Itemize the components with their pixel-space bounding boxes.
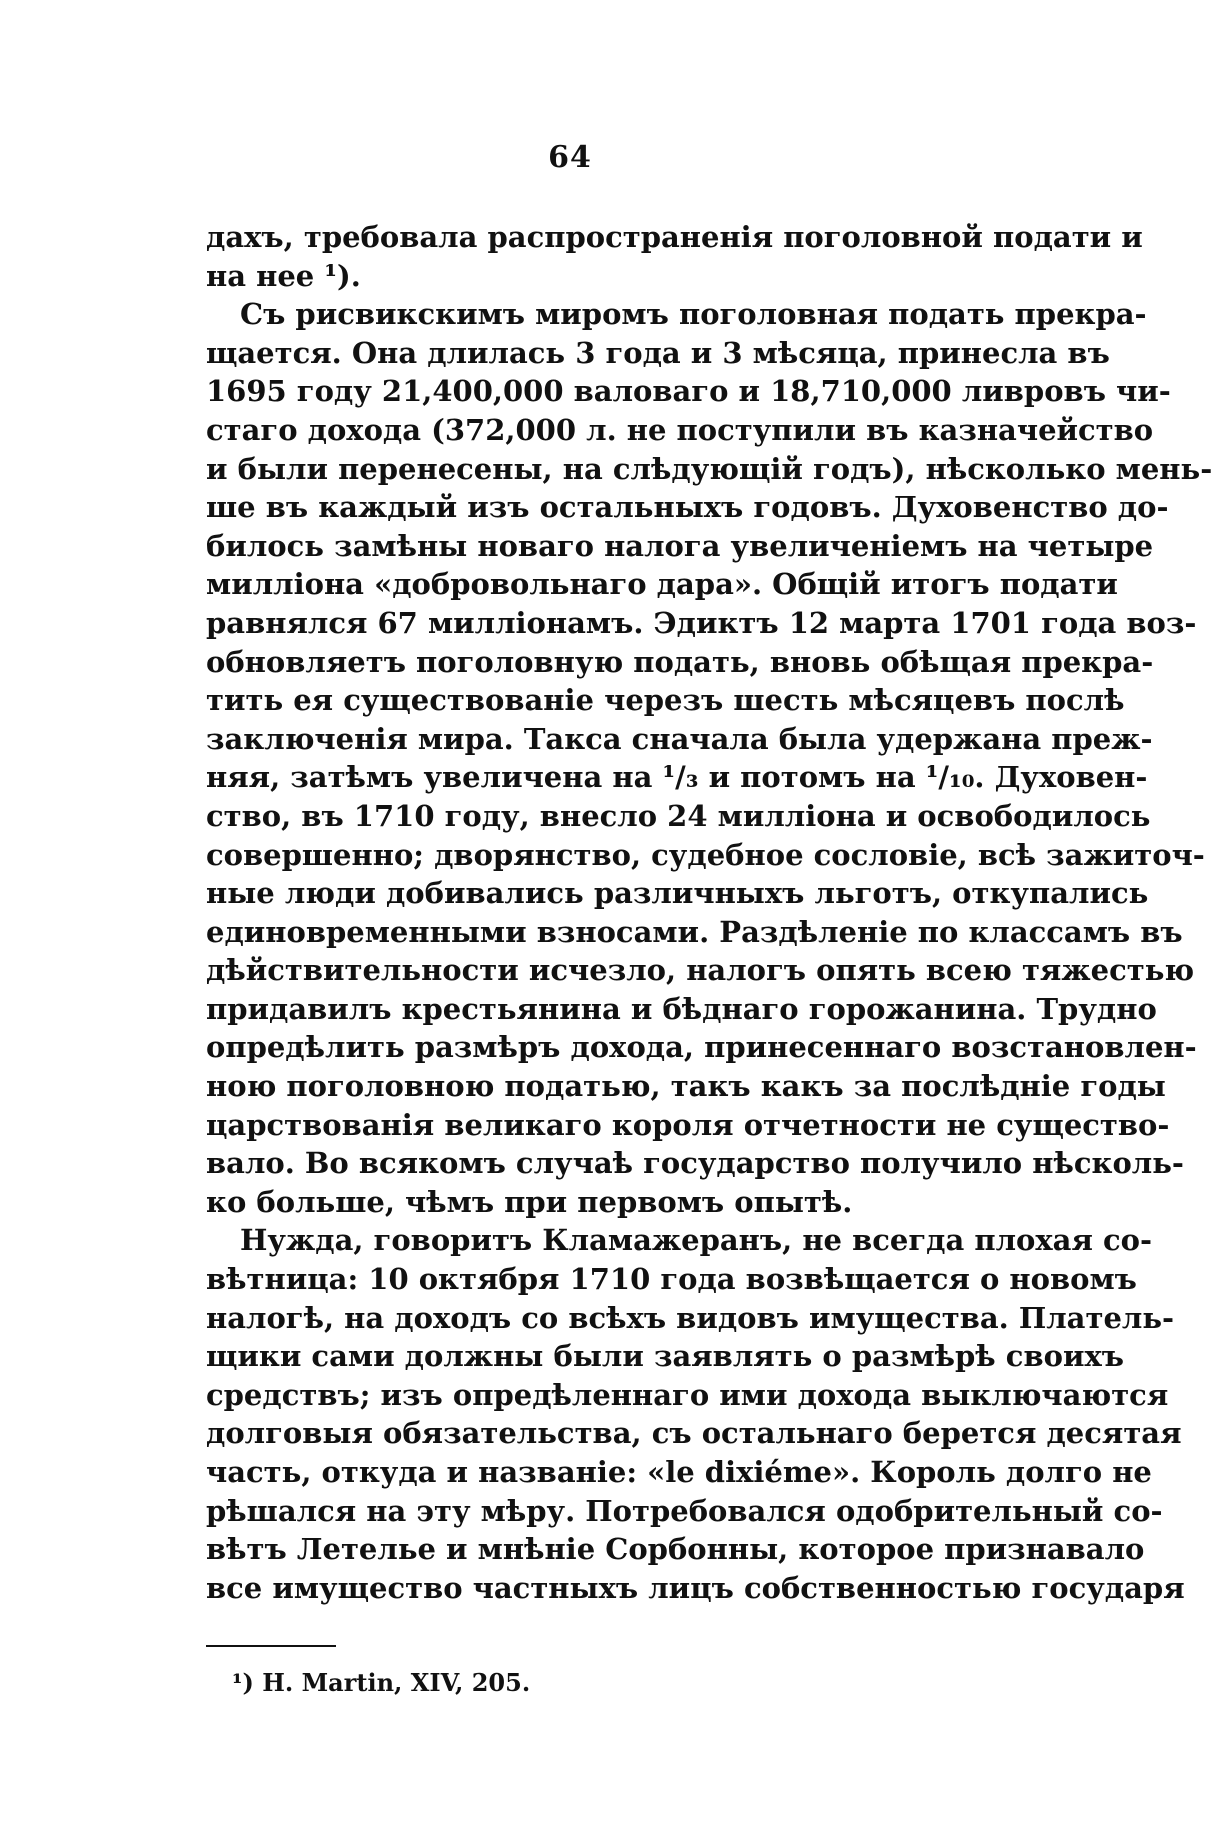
text-line: ною поголовною податью, такъ какъ за послѣдніе годы (206, 1069, 1166, 1104)
text-line: ше въ каждый изъ остальныхъ годовъ. Духовенство до- (206, 490, 1169, 525)
text-line: ные люди добивались различныхъ льготъ, откупались (206, 876, 1149, 911)
text-line: билось замѣны новаго налога увеличеніемъ на четыре (206, 528, 1154, 563)
text-line: милліона «добровольнаго дара». Общій итогъ подати (206, 567, 1118, 602)
text-line: ство, въ 1710 году, внесло 24 милліона и освободилось (206, 798, 1151, 833)
text-line: и были перенесены, на слѣдующій годъ), нѣсколько мень- (206, 451, 1212, 486)
text-line: вало. Во всякомъ случаѣ государство получило нѣсколь- (206, 1146, 1184, 1181)
text-line: часть, откуда и названіе: «le dixiéme». Король долго не (206, 1455, 1152, 1489)
footnote-divider (206, 1645, 336, 1647)
text-line: ко больше, чѣмъ при первомъ опытѣ. (206, 1184, 853, 1219)
page-number: 64 (548, 140, 592, 175)
text-line: налогѣ, на доходъ со всѣхъ видовъ имущества. Платель- (206, 1300, 1175, 1335)
text-line: стаго дохода (372,000 л. не поступили въ казначейство (206, 412, 1154, 447)
text-line: 1695 году 21,400,000 валоваго и 18,710,000 ливровъ чи- (206, 374, 1171, 409)
text-line: дѣйствительности исчезло, налогъ опять всею тяжестью (206, 953, 1195, 988)
text-line: няя, затѣмъ увеличена на ¹/₃ и потомъ на ¹/₁₀. Духовен- (206, 760, 1148, 795)
text-line: единовременными взносами. Раздѣленіе по классамъ въ (206, 914, 1183, 949)
text-line: рѣшался на эту мѣру. Потребовался одобрительный со- (206, 1493, 1163, 1528)
text-line: Нужда, говоритъ Кламажеранъ, не всегда плохая со- (240, 1223, 1152, 1258)
text-line: царствованія великаго короля отчетности не существо- (206, 1107, 1170, 1142)
text-line: на нее ¹). (206, 258, 361, 293)
text-line: совершенно; дворянство, судебное сословіе, всѣ зажиточ- (206, 837, 1205, 872)
text-line: средствъ; изъ опредѣленнаго ими дохода выключаются (206, 1377, 1169, 1412)
text-line: щается. Она длилась 3 года и 3 мѣсяца, принесла въ (206, 335, 1110, 370)
text-line: равнялся 67 милліонамъ. Эдиктъ 12 марта 1701 года воз- (206, 605, 1197, 640)
footnote: ¹) H. Martin, XIV, 205. (232, 1668, 531, 1697)
text-line: обновляетъ поголовную подать, вновь обѣщая прекра- (206, 644, 1154, 679)
text-line: все имущество частныхъ лицъ собственностью государя (206, 1570, 1185, 1605)
text-line: долговыя обязательства, съ остальнаго берется десятая (206, 1416, 1182, 1451)
text-line: вѣтница: 10 октября 1710 года возвѣщается о новомъ (206, 1262, 1137, 1297)
text-line: заключенія мира. Такса сначала была удержана преж- (206, 721, 1153, 756)
text-line: Съ рисвикскимъ миромъ поголовная подать прекра- (240, 297, 1147, 332)
text-line: вѣтъ Летелье и мнѣніе Сорбонны, которое признавало (206, 1532, 1145, 1567)
text-line: тить ея существованіе черезъ шесть мѣсяцевъ послѣ (206, 683, 1125, 718)
text-line: придавилъ крестьянина и бѣднаго горожанина. Трудно (206, 991, 1157, 1026)
text-line: опредѣлить размѣръ дохода, принесеннаго возстановлен- (206, 1030, 1197, 1065)
body-text (206, 218, 1212, 1607)
text-line: щики сами должны были заявлять о размѣрѣ своихъ (206, 1339, 1124, 1374)
text-line: дахъ, требовала распространенія поголовной подати и (206, 220, 1143, 254)
